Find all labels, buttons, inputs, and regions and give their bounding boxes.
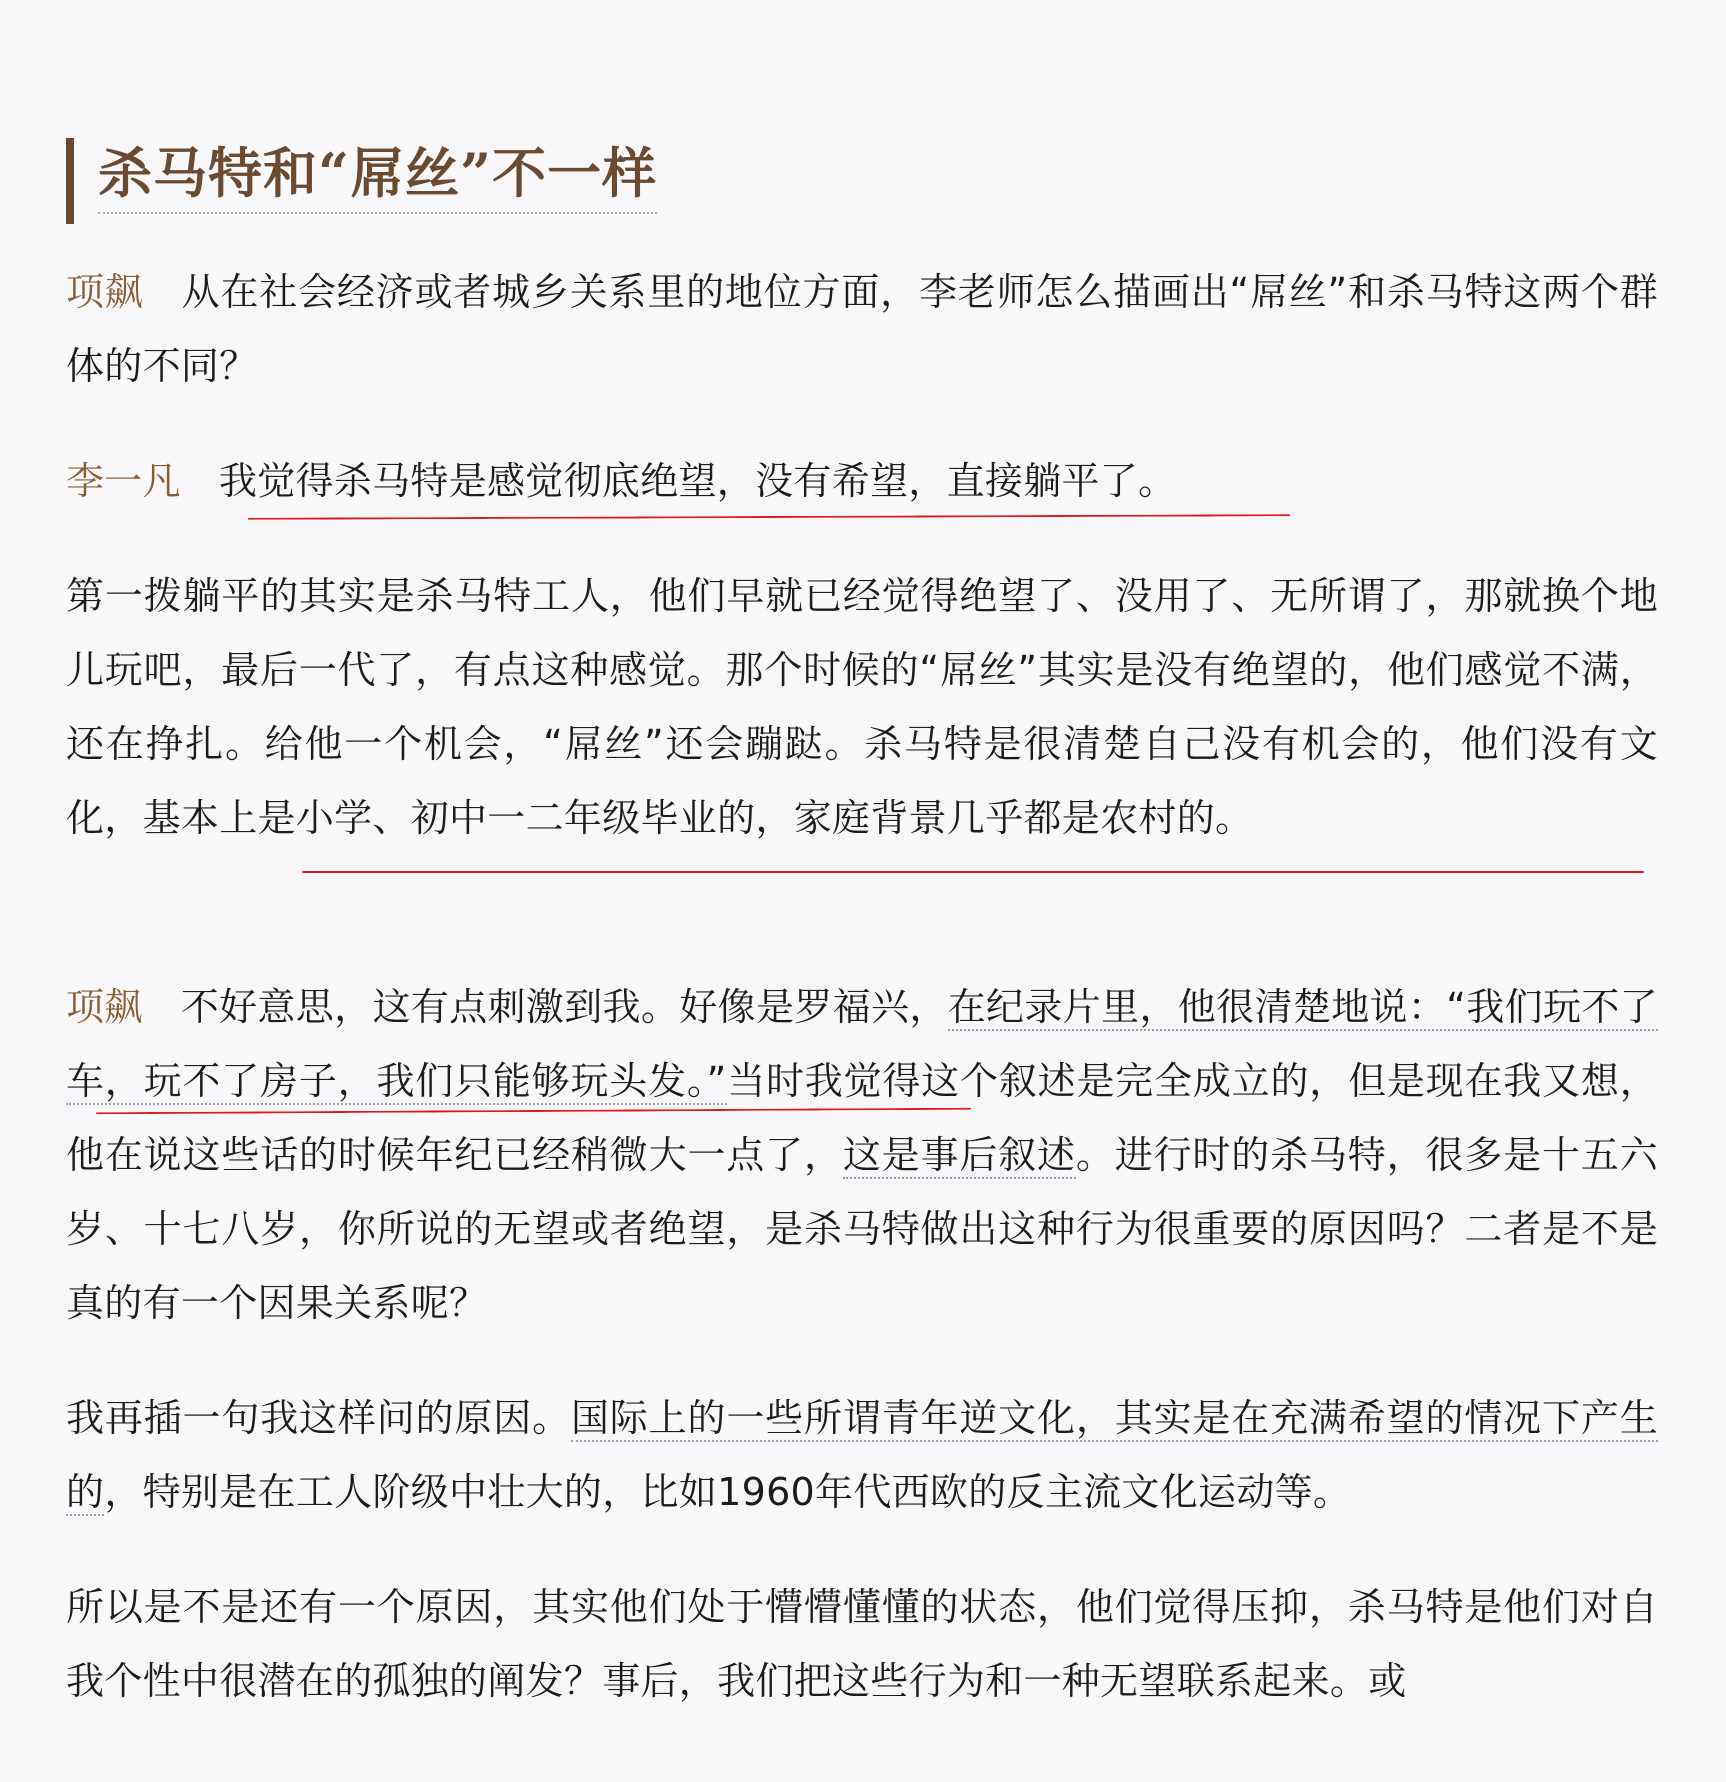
paragraph-text: 所以是不是还有一个原因，其实他们处于懵懵懂懂的状态，他们觉得压抑，杀马特是他们对自我个性中很潜在的孤独的阐发？事后，我们把这些行为和一种无望联系起来。或 [66, 1585, 1658, 1703]
highlighted-phrase: 国际上的一些所谓青年逆文化，其实是在充满希望的情况下产生的 [66, 1396, 1658, 1514]
paragraph-text: ，特别是在工人阶级中壮大的，比如1960年代西欧的反主流文化运动等。 [104, 1470, 1352, 1514]
paragraph-text: 我再插一句我这样问的原因。 [66, 1396, 571, 1440]
paragraph-text: 不好意思，这有点刺激到我。好像是罗福兴， [180, 985, 948, 1029]
paragraph-question-4 [66, 1570, 1658, 1718]
paragraph-text: 。进行时的杀马特，很多是十五六岁、十七八岁，你所说的无望或者绝望，是杀马特做出这种行为很重要的原因吗？二者是不是真的有一个因果关系呢？ [66, 1133, 1658, 1325]
paragraph-text: 我觉得杀马特是感觉彻底绝望，没有希望，直接躺平了。 [218, 459, 1177, 503]
section-title [66, 138, 657, 224]
paragraph-text: 从在社会经济或者城乡关系里的地位方面，李老师怎么描画出“屌丝”和杀马特这两个群体的不同？ [66, 270, 1658, 388]
highlighted-phrase: 这是事后叙述 [842, 1133, 1076, 1177]
paragraph-text: 当时我觉得这个叙述是完全成立的，但是现在我又想，他在说这些话的时候年纪已经稍微大一点了， [66, 1059, 1659, 1177]
paragraph-text: 第一拨躺平的其实是杀马特工人，他们早就已经觉得绝望了、没用了、无所谓了，那就换个地儿玩吧，最后一代了，有点这种感觉。那个时候的“屌丝”其实是没有绝望的，他们感觉不满，还在挣扎。给他一个机会，“屌丝”还会蹦跶。杀马特是很清楚自己没有机会的，他们没有文化，基本上是小学、初中一二年级毕业的，家庭背景几乎都是农村的。 [66, 574, 1658, 840]
paragraph-answer-2 [66, 559, 1658, 855]
speaker-label: 李一凡 [66, 459, 181, 503]
paragraph-answer-1 [66, 444, 1658, 518]
paragraph-question-1 [66, 255, 1658, 403]
highlighted-quote: 在纪录片里，他很清楚地说：“我们玩不了车，玩不了房子，我们只能够玩头发。” [66, 985, 1658, 1103]
paragraph-question-3 [66, 1381, 1658, 1529]
section-title-text: 杀马特和“屌丝”不一样 [98, 138, 657, 214]
speaker-label: 项飙 [66, 985, 143, 1029]
paragraph-question-2 [66, 970, 1658, 1340]
speaker-label: 项飙 [66, 270, 144, 314]
red-underline [302, 871, 1644, 873]
